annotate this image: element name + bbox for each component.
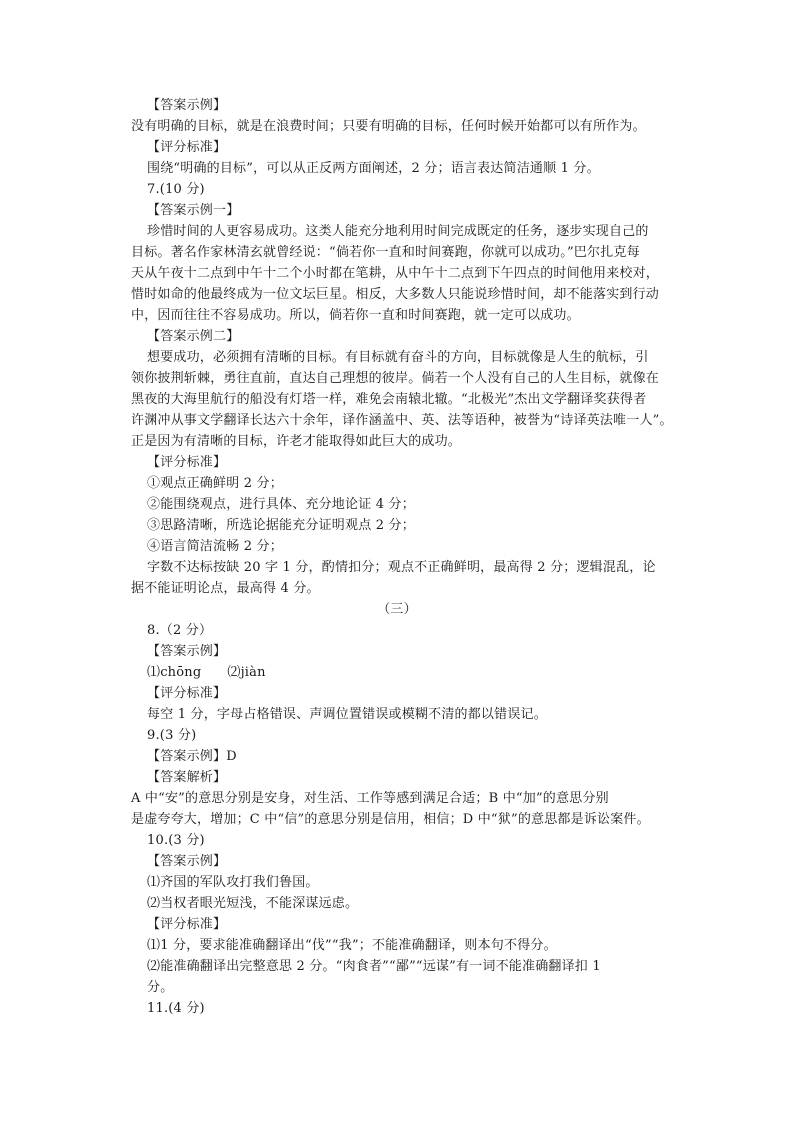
scoring-standard-heading: 【评分标准】	[147, 686, 227, 701]
answer-example-1-line-4: 惜时如命的他最终成为一位文坛巨星。相反，大多数人只能说珍惜时间，却不能落实到行动	[131, 287, 660, 302]
scoring-item-2-line-1: ⑵能准确翻译出完整意思 2 分。“肉食者”“鄙”“远谋”有一词不能准确翻译扣 1	[147, 959, 601, 974]
scoring-item-1: ①观点正确鲜明 2 分；	[147, 476, 283, 491]
scoring-item-1: ⑴1 分，要求能准确翻译出“伐”“我”；不能准确翻译，则本句不得分。	[147, 938, 557, 953]
question-9-number: 9.(3 分)	[147, 728, 197, 743]
answer-example-2-line-4: 许渊冲从事文学翻译长达六十余年，译作涵盖中、英、法等语种，被誉为“诗译英法唯一人”。	[131, 413, 673, 428]
scoring-standard-heading: 【评分标准】	[147, 917, 227, 932]
scoring-standard-text: 围绕“明确的目标”，可以从正反两方面阐述，2 分；语言表达简洁通顺 1 分。	[147, 161, 600, 176]
scoring-standard-text: 每空 1 分，字母占格错误、声调位置错误或模糊不清的都以错误记。	[147, 707, 547, 722]
answer-example-heading: 【答案示例】	[147, 98, 227, 113]
scoring-note-line-1: 字数不达标按缺 20 字 1 分，酌情扣分；观点不正确鲜明，最高得 2 分；逻辑混乱，论	[147, 560, 656, 575]
answer-example-2-line-1: 想要成功，必须拥有清晰的目标。有目标就有奋斗的方向，目标就像是人生的航标，引	[147, 350, 649, 365]
scoring-item-2: ②能围绕观点，进行具体、充分地论证 4 分；	[147, 497, 415, 512]
scoring-note-line-2: 据不能证明论点，最高得 4 分。	[131, 581, 320, 596]
question-8-number: 8.（2 分）	[147, 623, 213, 638]
answer-example-heading: 【答案示例】	[147, 644, 227, 659]
answer-example-2-line-5: 正是因为有清晰的目标，许老才能取得如此巨大的成功。	[131, 434, 462, 449]
answer-example-text: 没有明确的目标，就是在浪费时间；只要有明确的目标，任何时候开始都可以有所作为。	[131, 119, 646, 134]
answer-example-heading: 【答案示例】D	[147, 749, 237, 764]
answer-example-1-line-5: 中，因而往往不容易成功。所以，倘若你一直和时间赛跑，就一定可以成功。	[131, 308, 580, 323]
pinyin-answers: ⑴chōng ⑵jiàn	[147, 665, 266, 680]
answer-analysis-line-1: A 中“安”的意思分别是安身，对生活、工作等感到满足合适；B 中“加”的意思分别	[131, 791, 609, 806]
scoring-standard-heading: 【评分标准】	[147, 140, 227, 155]
section-heading: （三）	[377, 602, 417, 617]
question-7-number: 7.(10 分)	[147, 182, 205, 197]
translation-answer-2: ⑵当权者眼光短浅，不能深谋远虑。	[147, 896, 359, 911]
scoring-standard-heading: 【评分标准】	[147, 455, 227, 470]
question-10-number: 10.(3 分)	[147, 833, 205, 848]
answer-example-1-line-1: 珍惜时间的人更容易成功。这类人能充分地利用时间完成既定的任务，逐步实现自己的	[147, 224, 649, 239]
answer-example-heading: 【答案示例】	[147, 854, 227, 869]
question-11-number: 11.(4 分)	[147, 1001, 205, 1016]
scoring-item-3: ③思路清晰，所选论据能充分证明观点 2 分；	[147, 518, 415, 533]
answer-analysis-heading: 【答案解析】	[147, 770, 227, 785]
answer-analysis-line-2: 是虚夸夸大，增加；C 中“信”的意思分别是信用，相信；D 中“狱”的意思都是诉讼案件。	[131, 812, 650, 827]
answer-example-1-line-3: 天从午夜十二点到中午十二个小时都在笔耕，从中午十二点到下午四点的时间他用来校对，	[131, 266, 660, 281]
scoring-item-2-line-2: 分。	[147, 980, 174, 995]
answer-example-1-line-2: 目标。著名作家林清玄就曾经说：“倘若你一直和时间赛跑，你就可以成功。”巴尔扎克每	[131, 245, 640, 260]
translation-answer-1: ⑴齐国的军队攻打我们鲁国。	[147, 875, 319, 890]
answer-example-2-line-2: 领你披荆斩棘，勇往直前，直达自己理想的彼岸。倘若一个人没有自己的人生目标，就像在	[131, 371, 660, 386]
answer-example-2-heading: 【答案示例二】	[147, 329, 240, 344]
scoring-item-4: ④语言简洁流畅 2 分；	[147, 539, 283, 554]
answer-example-2-line-3: 黑夜的大海里航行的船没有灯塔一样，难免会南辕北辙。“北极光”杰出文学翻译奖获得者	[131, 392, 647, 407]
answer-example-1-heading: 【答案示例一】	[147, 203, 240, 218]
